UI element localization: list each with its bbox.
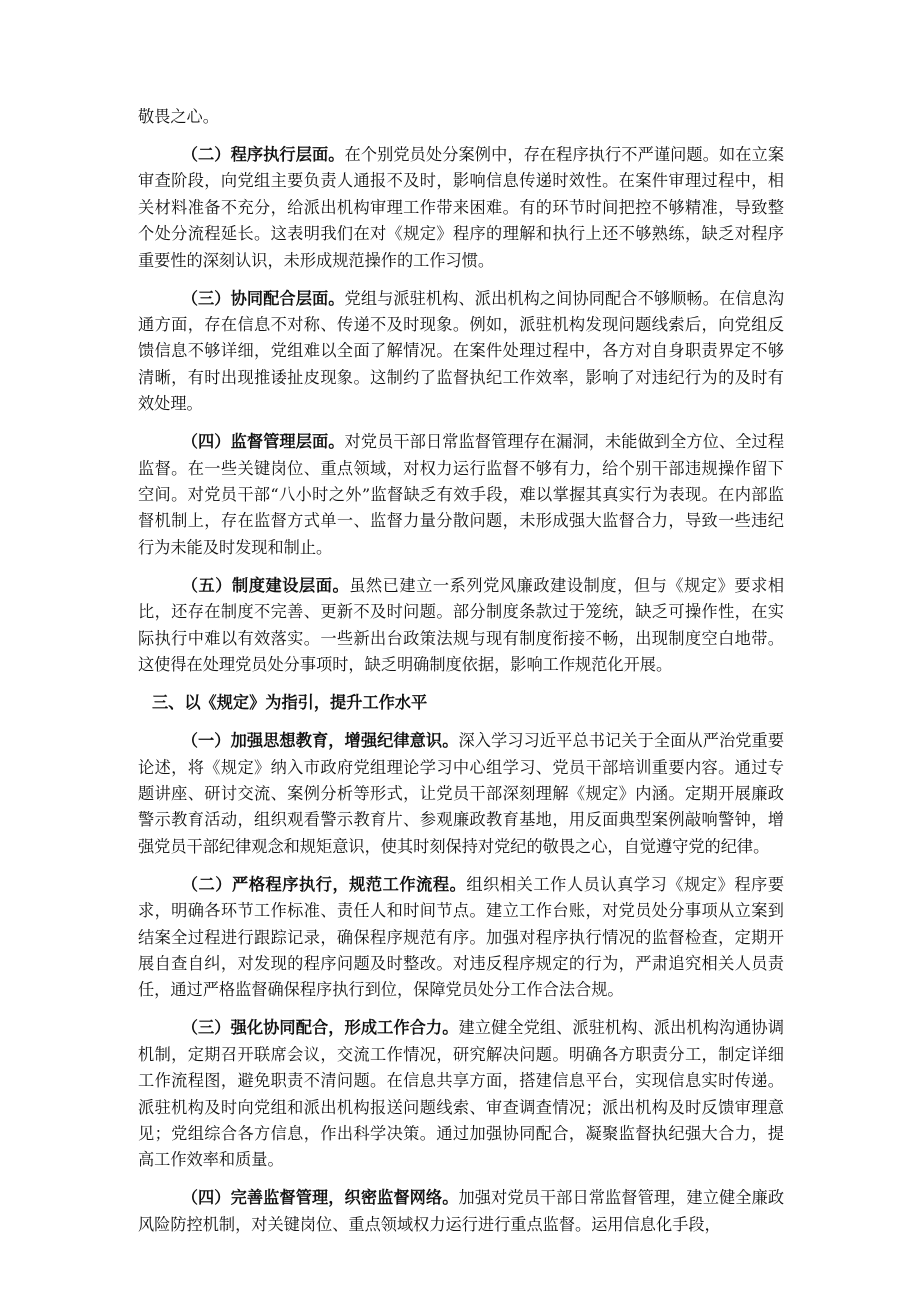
paragraph-lead: （一）加强思想教育，增强纪律意识。 [181, 731, 459, 751]
paragraph-lead: （三）协同配合层面。 [181, 288, 345, 308]
document-page [138, 104, 784, 1238]
paragraph-lead: （四）完善监督管理，织密监督网络。 [181, 1188, 459, 1208]
paragraph-lead: （三）强化协同配合，形成工作合力。 [181, 1018, 459, 1038]
paragraph-lead: （二）严格程序执行，规范工作流程。 [181, 874, 467, 894]
paragraph-0 [138, 104, 784, 130]
paragraph-education [138, 728, 784, 860]
paragraph-institution [138, 573, 784, 679]
paragraph-body: 敬畏之心。 [138, 107, 219, 126]
paragraph-supervision [138, 429, 784, 561]
paragraph-body: 建立健全党组、派驻机构、派出机构沟通协调机制，定期召开联席会议，交流工作情况，研究解决问题。明确各方职责分工，制定详细工作流程图，避免职责不清问题。在信息共享方面，搭建信息平台，实现信息实时传递。派驻机构及时向党组和派出机构报送问题线索、审查调查情况；派出机构及时反馈审理意见；党组综合各方信息，作出科学决策。通过加强协同配合，凝聚监督执纪强大合力，提高工作效率和质量。 [138, 1018, 785, 1170]
paragraph-oversight-network [138, 1185, 784, 1238]
paragraph-body: 在个别党员处分案例中，存在程序执行不严谨问题。如在立案审查阶段，向党组主要负责人通报不及时，影响信息传递时效性。在案件审理过程中，相关材料准备不充分，给派出机构审理工作带来困难。有的环节时间把控不够精准，导致整个处分流程延长。这表明我们在对《规定》程序的理解和执行上还不够熟练，缺乏对程序重要性的深刻认识，未形成规范操作的工作习惯。 [138, 145, 785, 270]
paragraph-lead: （二）程序执行层面。 [181, 145, 345, 164]
paragraph-procedure [138, 872, 784, 1004]
paragraph-body: 虽然已建立一系列党风廉政建设制度，但与《规定》要求相比，还存在制度不完善、更新不及时问题。部分制度条款过于笼统，缺乏可操作性，在实际执行中难以有效落实。一些新出台政策法规与现有制度衔接不畅，出现制度空白地带。这使得在处理党员处分事项时，缺乏明确制度依据，影响工作规范化开展。 [138, 575, 785, 675]
paragraph-body: 对党员干部日常监督管理存在漏洞，未能做到全方位、全过程监督。在一些关键岗位、重点领域，对权力运行监督不够有力，给个别干部违规操作留下空间。对党员干部“八小时之外”监督缺乏有效手段，难以掌握其真实行为表现。在内部监督机制上，存在监督方式单一、监督力量分散问题，未形成强大监督合力，导致一些违纪行为未能及时发现和制止。 [138, 432, 785, 557]
section-heading: 三、以《规定》为指引，提升工作水平 [152, 693, 428, 713]
paragraph-body: 党组与派驻机构、派出机构之间协同配合不够顺畅。在信息沟通方面，存在信息不对称、传递不及时现象。例如，派驻机构发现问题线索后，向党组反馈信息不够详细，党组难以全面了解情况。在案件处理过程中，各方对自身职责界定不够清晰，有时出现推诿扯皮现象。这制约了监督执纪工作效率，影响了对违纪行为的及时有效处理。 [138, 288, 785, 414]
paragraph-coordination [138, 286, 784, 418]
paragraph-body: 深入学习习近平总书记关于全面从严治党重要论述，将《规定》纳入市政府党组理论学习中心组学习、党员干部培训重要内容。通过专题讲座、研讨交流、案例分析等形式，让党员干部深刻理解《规定》内涵。定期开展廉政警示教育活动，组织观看警示教育片、参观廉政教育基地，用反面典型案例敲响警钟，增强党员干部纪律观念和规矩意识，使其时刻保持对党纪的敬畏之心，自觉遵守党的纪律。 [138, 731, 785, 856]
paragraph-body: 加强对党员干部日常监督管理，建立健全廉政风险防控机制，对关键岗位、重点领域权力运行进行重点监督。运用信息化手段， [138, 1188, 785, 1234]
paragraph-body: 组织相关工作人员认真学习《规定》程序要求，明确各环节工作标准、责任人和时间节点。建立工作台账，对党员处分事项从立案到结案全过程进行跟踪记录，确保程序规范有序。加强对程序执行情况的监督检查，定期开展自查自纠，对发现的程序问题及时整改。对违反程序规定的行为，严肃追究相关人员责任，通过严格监督确保程序执行到位，保障党员处分工作合法合规。 [138, 874, 785, 1000]
paragraph-lead: （四）监督管理层面。 [181, 432, 345, 452]
paragraph-lead: （五）制度建设层面。 [181, 575, 350, 595]
paragraph-program-execution [138, 142, 784, 274]
paragraph-cooperation [138, 1015, 784, 1173]
